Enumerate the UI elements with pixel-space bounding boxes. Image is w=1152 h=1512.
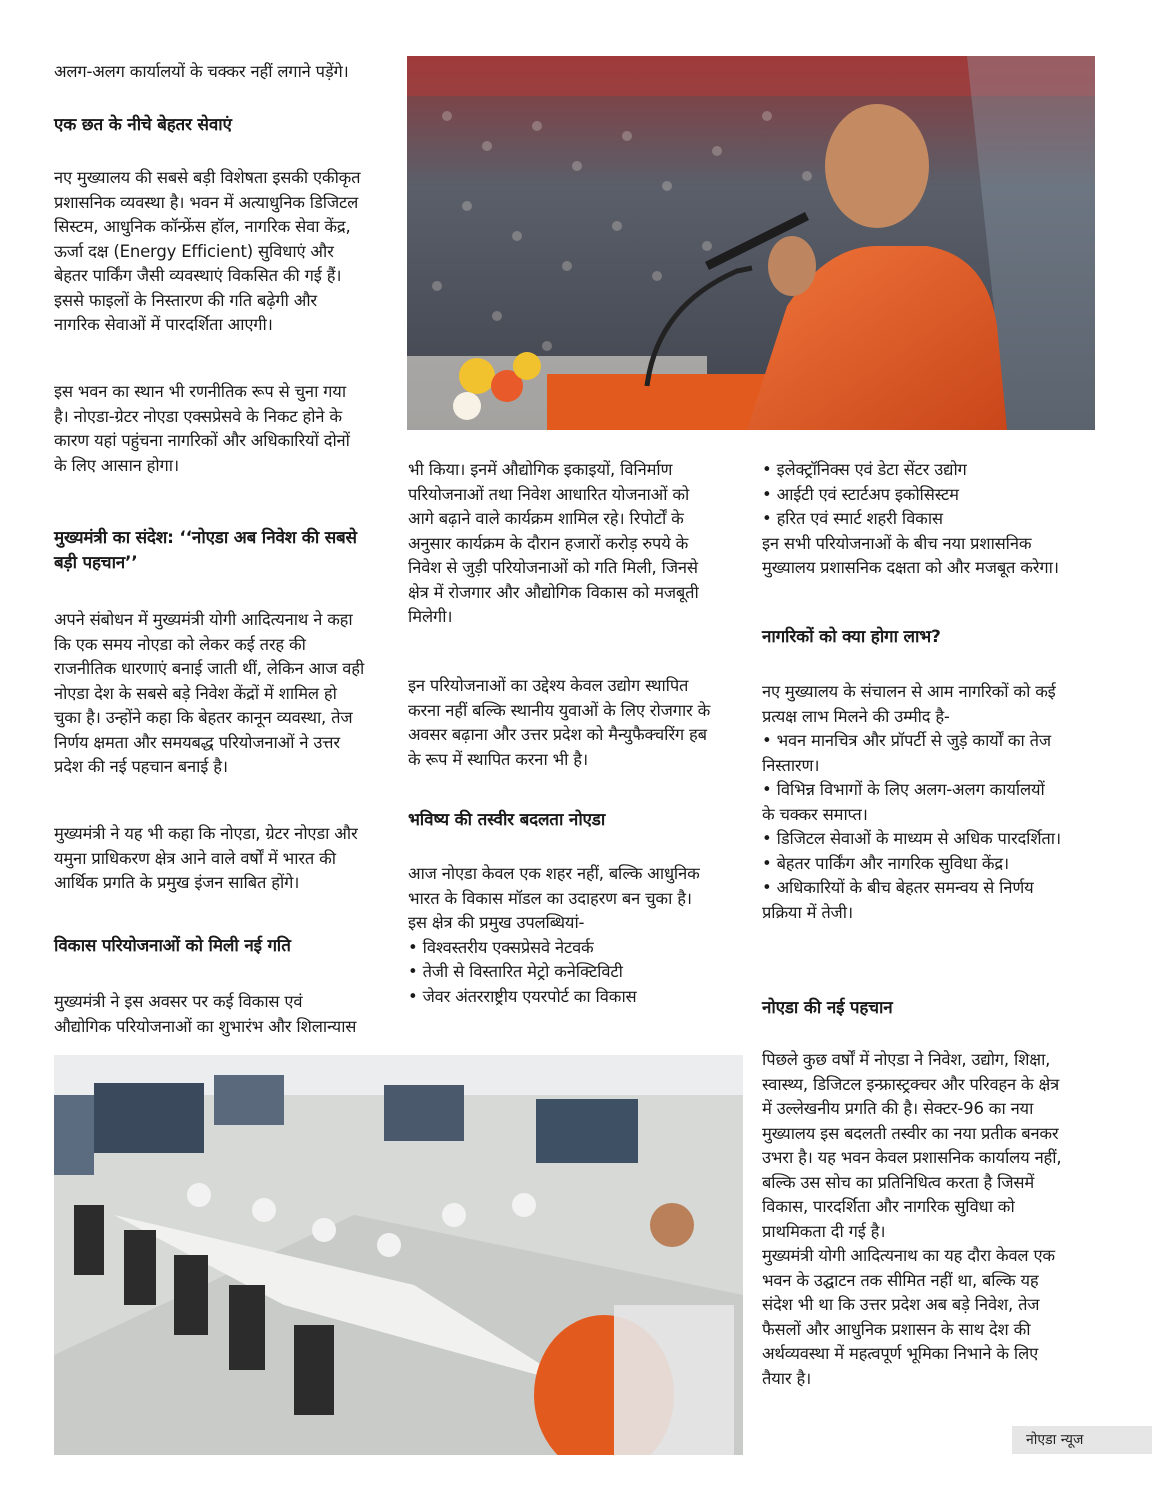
col1-intro: [54, 60, 349, 85]
text-line: • बेहतर पार्किंग और नागरिक सुविधा केंद्र।: [762, 853, 1009, 873]
text-line: सिस्टम, आधुनिक कॉन्फ्रेंस हॉल, नागरिक सेवा केंद्र,: [54, 217, 351, 236]
text-line: मिलेगी।: [408, 607, 453, 626]
photo-cm-speech: [407, 56, 1095, 430]
text-line: • इलेक्ट्रॉनिक्स एवं डेटा सेंटर उद्योग: [762, 460, 967, 479]
col2-para-2: [408, 674, 710, 772]
text-line: के लिए आसान होगा।: [54, 455, 179, 475]
text-line: • आईटी एवं स्टार्टअप इकोसिस्टम: [762, 484, 959, 504]
text-line: इस क्षेत्र की प्रमुख उपलब्धियां-: [408, 913, 585, 932]
text-line: के रूप में स्थापित करना भी है।: [408, 749, 588, 769]
text-line: इन सभी परियोजनाओं के बीच नया प्रशासनिक: [762, 533, 1032, 553]
text-line: भारत के विकास मॉडल का उदाहरण बन चुका है।: [408, 888, 692, 908]
text-line: फैसलों और आधुनिक प्रशासन के साथ देश की: [762, 1319, 1031, 1339]
text-line: आर्थिक प्रगति के प्रमुख इंजन साबित होंगे।: [54, 873, 300, 892]
text-line: मुख्यमंत्री ने यह भी कहा कि नोएडा, ग्रेटर नोएडा और: [54, 824, 358, 843]
text-line: अर्थव्यवस्था में महत्वपूर्ण भूमिका निभाने के लिए: [762, 1344, 1039, 1363]
text-line: आगे बढ़ाने वाले कार्यक्रम शामिल रहे। रिपोर्टों के: [408, 509, 684, 528]
text-line: अवसर बढ़ाना और उत्तर प्रदेश को मैन्युफैक्चरिंग हब: [408, 725, 707, 744]
text-line: भवन के उद्घाटन तक सीमित नहीं था, बल्कि यह: [762, 1270, 1039, 1290]
text-line: स्वास्थ्य, डिजिटल इन्फ्रास्ट्रक्चर और परिवहन के क्षेत्र: [762, 1074, 1060, 1094]
col2-para-1: [408, 458, 699, 630]
text-line: भविष्य की तस्वीर बदलता नोएडा: [408, 810, 606, 830]
text-line: अनुसार कार्यक्रम के दौरान हजारों करोड़ रुपये के: [408, 533, 689, 553]
text-line: उभरा है। यह भवन केवल प्रशासनिक कार्यालय नहीं,: [762, 1148, 1062, 1167]
text-line: • हरित एवं स्मार्ट शहरी विकास: [762, 509, 943, 528]
heading-citizen-benefits: [762, 625, 941, 650]
text-line: बल्कि उस सोच का प्रतिनिधित्व करता है जिसमें: [762, 1172, 1035, 1192]
text-line: बेहतर पार्किंग जैसी व्यवस्थाएं विकसित की गई हैं।: [54, 266, 342, 285]
col3-para-1: [762, 458, 1059, 581]
footer-publication-tag: नोएडा न्यूज: [1012, 1426, 1152, 1454]
text-line: यमुना प्राधिकरण क्षेत्र आने वाले वर्षों में भारत की: [54, 848, 336, 868]
text-line: • भवन मानचित्र और प्रॉपर्टी से जुड़े कार्यों का तेज: [762, 731, 1051, 750]
text-line: में उल्लेखनीय प्रगति की है। सेक्टर-96 का नया: [762, 1099, 1034, 1118]
heading-future-noida: [408, 808, 605, 833]
col1-para-3: [54, 608, 364, 780]
text-line: मुख्यमंत्री ने इस अवसर पर कई विकास एवं: [54, 992, 303, 1011]
text-line: प्रक्रिया में तेजी।: [762, 902, 853, 922]
text-line: पिछले कुछ वर्षों में नोएडा ने निवेश, उद्योग, शिक्षा,: [762, 1050, 1051, 1069]
text-line: • विभिन्न विभागों के लिए अलग-अलग कार्यालयों: [762, 780, 1045, 799]
text-line: प्रशासनिक व्यवस्था है। भवन में अत्याधुनिक डिजिटल: [54, 192, 359, 212]
text-line: • डिजिटल सेवाओं के माध्यम से अधिक पारदर्शिता।: [762, 829, 1061, 848]
heading-better-services: [54, 113, 232, 138]
text-line: कि एक समय नोएडा को लेकर कई तरह की: [54, 634, 306, 654]
text-line: मुख्यालय इस बदलती तस्वीर का नया प्रतीक बनकर: [762, 1123, 1059, 1143]
text-line: नोएडा देश के सबसे बड़े निवेश केंद्रों में शामिल हो: [54, 683, 337, 703]
text-line: • तेजी से विस्तारित मेट्रो कनेक्टिविटी: [408, 962, 623, 981]
text-line: निवेश से जुड़ी परियोजनाओं को गति मिली, जिनसे: [408, 558, 698, 577]
text-line: विकास, पारदर्शिता और नागरिक सुविधा को: [762, 1197, 1015, 1216]
text-line: आज नोएडा केवल एक शहर नहीं, बल्कि आधुनिक: [408, 864, 700, 883]
col1-para-2: [54, 380, 350, 478]
text-line: मुख्यमंत्री का संदेश: ‘‘नोएडा अब निवेश की सबसे: [54, 528, 357, 548]
col3-para-3: [762, 1048, 1061, 1391]
heading-dev-projects: [54, 934, 291, 959]
col2-para-3: [408, 862, 700, 1009]
col1-para-1: [54, 166, 360, 338]
text-line: • जेवर अंतरराष्ट्रीय एयरपोर्ट का विकास: [408, 986, 637, 1006]
photo-review-meeting: [54, 1055, 743, 1455]
text-line: नोएडा की नई पहचान: [762, 998, 893, 1018]
text-line: अलग-अलग कार्यालयों के चक्कर नहीं लगाने पड़ेंगे।: [54, 62, 349, 81]
text-line: चुका है। उन्होंने कहा कि बेहतर कानून व्यवस्था, तेज: [54, 708, 353, 727]
text-line: ऊर्जा दक्ष (Energy Efficient) सुविधाएं और: [54, 241, 334, 261]
text-line: संदेश भी था कि उत्तर प्रदेश अब बड़े निवेश, तेज: [762, 1295, 1040, 1314]
text-line: कारण यहां पहुंचना नागरिकों और अधिकारियों दोनों: [54, 431, 350, 450]
text-line: इससे फाइलों के निस्तारण की गति बढ़ेगी और: [54, 290, 317, 310]
text-line: एक छत के नीचे बेहतर सेवाएं: [54, 115, 232, 135]
text-line: बड़ी पहचान’’: [54, 553, 138, 573]
text-line: मुख्यमंत्री योगी आदित्यनाथ का यह दौरा केवल एक: [762, 1246, 1055, 1265]
heading-new-identity: [762, 996, 892, 1021]
text-line: औद्योगिक परियोजनाओं का शुभारंभ और शिलान्यास: [54, 1016, 357, 1036]
text-line: • अधिकारियों के बीच बेहतर समन्वय से निर्णय: [762, 878, 1034, 897]
text-line: राजनीतिक धारणाएं बनाई जाती थीं, लेकिन आज वही: [54, 659, 365, 678]
text-line: प्राथमिकता दी गई है।: [762, 1221, 886, 1241]
text-line: नए मुख्यालय की सबसे बड़ी विशेषता इसकी एकीकृत: [54, 168, 361, 187]
col3-para-2: [762, 680, 1061, 925]
text-line: विकास परियोजनाओं को मिली नई गति: [54, 936, 291, 956]
col1-para-4: [54, 822, 358, 896]
text-line: इन परियोजनाओं का उद्देश्य केवल उद्योग स्थापित: [408, 676, 689, 695]
text-line: है। नोएडा-ग्रेटर नोएडा एक्सप्रेसवे के निकट होने के: [54, 406, 342, 426]
text-line: के चक्कर समाप्त।: [762, 804, 868, 824]
col1-para-5: [54, 990, 356, 1039]
text-line: नए मुख्यालय के संचालन से आम नागरिकों को कई: [762, 682, 1056, 701]
text-line: प्रदेश की नई पहचान बनाई है।: [54, 757, 228, 776]
text-line: • विश्वस्तरीय एक्सप्रेसवे नेटवर्क: [408, 937, 594, 957]
text-line: निस्तारण।: [762, 755, 820, 775]
text-line: भी किया। इनमें औद्योगिक इकाइयों, विनिर्माण: [408, 460, 673, 479]
heading-cm-message: [54, 526, 357, 576]
text-line: परियोजनाओं तथा निवेश आधारित योजनाओं को: [408, 484, 690, 504]
speaker-head: [825, 104, 929, 228]
text-line: तैयार है।: [762, 1368, 812, 1388]
text-line: करना नहीं बल्कि स्थानीय युवाओं के लिए रोजगार के: [408, 700, 711, 720]
text-line: प्रत्यक्ष लाभ मिलने की उम्मीद है-: [762, 706, 950, 726]
text-line: मुख्यालय प्रशासनिक दक्षता को और मजबूत करेगा।: [762, 558, 1059, 577]
text-line: नागरिकों को क्या होगा लाभ?: [762, 627, 941, 647]
text-line: अपने संबोधन में मुख्यमंत्री योगी आदित्यनाथ ने कहा: [54, 610, 353, 629]
text-line: नागरिक सेवाओं में पारदर्शिता आएगी।: [54, 315, 273, 334]
text-line: निर्णय क्षमता और समयबद्ध परियोजनाओं ने उत्तर: [54, 732, 340, 752]
text-line: क्षेत्र में रोजगार और औद्योगिक विकास को मजबूती: [408, 582, 699, 602]
text-line: इस भवन का स्थान भी रणनीतिक रूप से चुना गया: [54, 382, 346, 401]
